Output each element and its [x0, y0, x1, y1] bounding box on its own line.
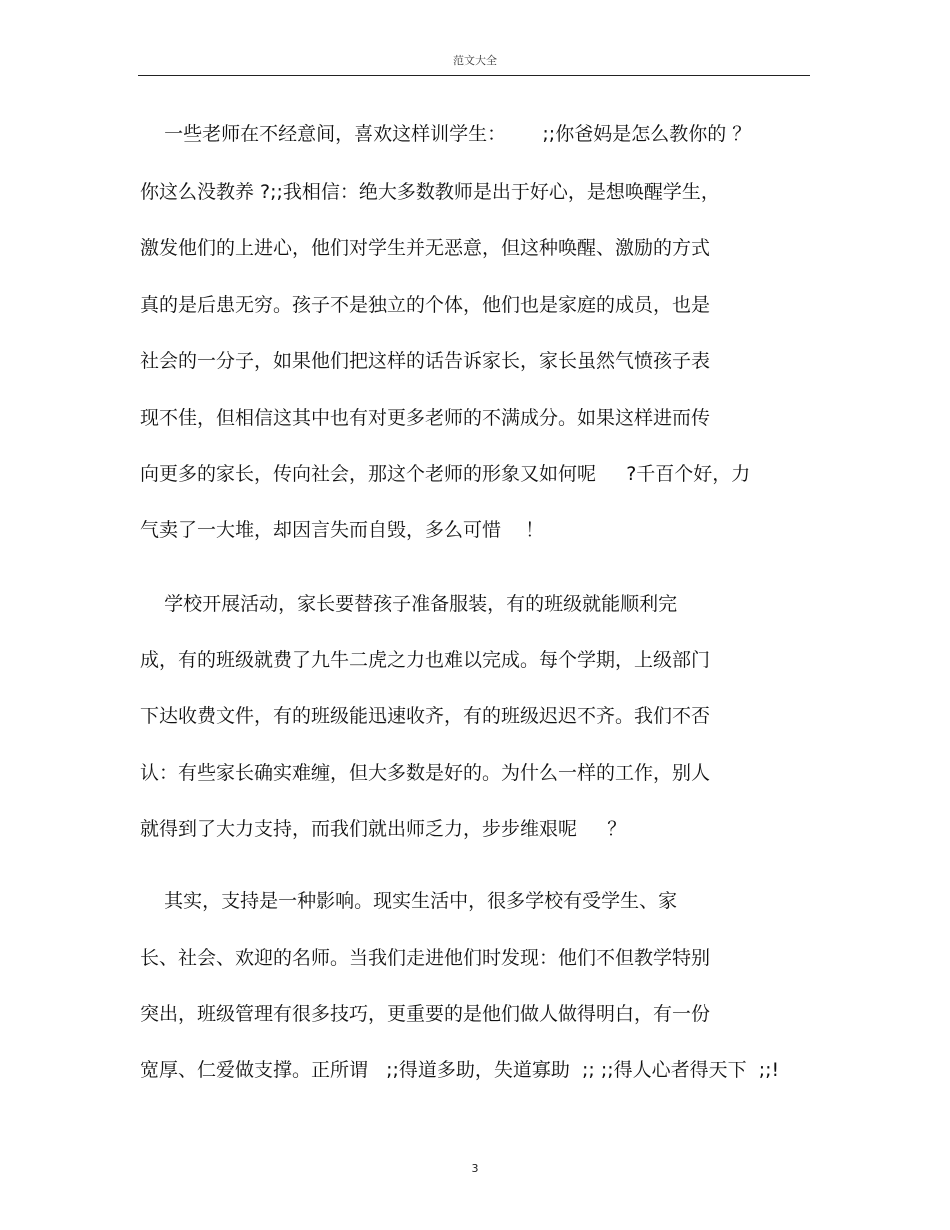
text-line: 气卖了一大堆，却因言失而自毁，多么可惜 ！	[140, 519, 545, 541]
page-header-title: 范文大全	[453, 54, 497, 67]
text-line: 就得到了大力支持，而我们就出师乏力，步步维艰呢 ？	[140, 818, 627, 840]
text-line: 一些老师在不经意间，喜欢这样训学生： ;;你爸妈是怎么教你的 ？	[140, 123, 752, 145]
text-line: 你这么没教养 ?;;我相信：绝大多数教师是出于好心，是想唤醒学生，	[140, 181, 720, 203]
text-line: 真的是后患无穷。孩子不是独立的个体，他们也是家庭的成员，也是	[140, 294, 711, 316]
text-line: 学校开展活动，家长要替孩子准备服装，有的班级就能顺利完	[140, 593, 678, 615]
text-line: 下达收费文件，有的班级能迅速收齐，有的班级迟迟不齐。我们不否	[140, 705, 711, 727]
header-divider	[138, 75, 810, 76]
text-line: 长、社会、欢迎的名师。当我们走进他们时发现：他们不但教学特别	[140, 947, 711, 969]
text-line: 宽厚、仁爱做支撑。正所谓 ;;得道多助，失道寡助 ;; ;;得人心者得天下 ;;!	[140, 1059, 780, 1081]
text-line: 认：有些家长确实难缠，但大多数是好的。为什么一样的工作，别人	[140, 762, 711, 784]
text-line: 突出，班级管理有很多技巧，更重要的是他们做人做得明白，有一份	[140, 1003, 711, 1025]
text-line: 现不佳，但相信这其中也有对更多老师的不满成分。如果这样进而传	[140, 407, 711, 429]
text-line: 成，有的班级就费了九牛二虎之力也难以完成。每个学期，上级部门	[140, 649, 711, 671]
text-line: 社会的一分子，如果他们把这样的话告诉家长，家长虽然气愤孩子表	[140, 350, 711, 372]
text-line: 向更多的家长，传向社会，那这个老师的形象又如何呢 ?千百个好，力	[140, 463, 751, 485]
text-line: 其实，支持是一种影响。现实生活中，很多学校有受学生、家	[140, 890, 678, 912]
page-number: 3	[471, 1162, 479, 1175]
text-line: 激发他们的上进心，他们对学生并无恶意，但这种唤醒、激励的方式	[140, 237, 711, 259]
